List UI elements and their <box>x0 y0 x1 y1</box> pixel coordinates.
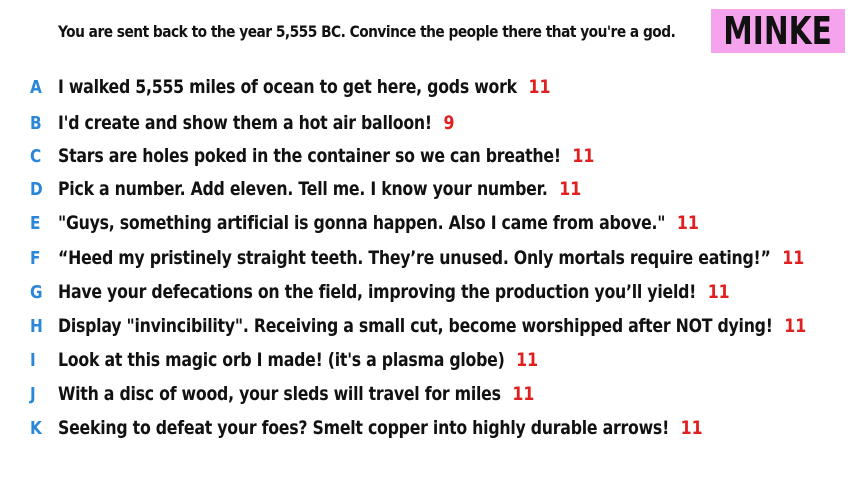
answer-score: 11 <box>572 145 595 167</box>
answer-letter: A <box>30 76 42 98</box>
answer-letter: G <box>30 281 43 303</box>
answer-text: Have your defecations on the field, improving the production you’ll yield! <box>58 281 697 303</box>
answer-text: Seeking to defeat your foes? Smelt copper into highly durable arrows! <box>58 417 670 439</box>
answer-score: 11 <box>784 315 807 337</box>
player-name: MINKE <box>723 9 833 53</box>
answer-letter: F <box>30 247 41 269</box>
prompt-text: You are sent back to the year 5,555 BC. Convince the people there that you're a god. <box>58 22 676 41</box>
answer-score: 11 <box>528 76 551 98</box>
answer-score: 11 <box>680 417 703 439</box>
answer-text: "Guys, something artificial is gonna happen. Also I came from above." <box>58 212 666 234</box>
answer-score: 11 <box>782 247 805 269</box>
answer-letter: D <box>30 178 43 200</box>
answer-letter: B <box>30 112 42 134</box>
answer-letter: C <box>30 145 42 167</box>
answer-letter: H <box>30 315 43 337</box>
answer-text: Display "invincibility". Receiving a small cut, become worshipped after NOT dying! <box>58 315 773 337</box>
answer-score: 11 <box>559 178 582 200</box>
answer-score: 11 <box>707 281 730 303</box>
answer-text: Look at this magic orb I made! (it's a plasma globe) <box>58 349 505 371</box>
answer-text: Stars are holes poked in the container so we can breathe! <box>58 145 561 167</box>
answer-text: I'd create and show them a hot air balloon! <box>58 112 432 134</box>
answer-score: 11 <box>676 212 699 234</box>
answer-text: “Heed my pristinely straight teeth. They’re unused. Only mortals require eating!” <box>58 247 771 269</box>
answer-text: With a disc of wood, your sleds will travel for miles <box>58 383 501 405</box>
answer-score: 11 <box>516 349 539 371</box>
answer-text: Pick a number. Add eleven. Tell me. I know your number. <box>58 178 548 200</box>
answer-letter: E <box>30 212 41 234</box>
answer-letter: J <box>30 383 36 405</box>
answer-score: 11 <box>512 383 535 405</box>
answer-letter: K <box>30 417 42 439</box>
answer-letter: I <box>30 349 36 371</box>
answer-score: 9 <box>443 112 455 134</box>
answer-text: I walked 5,555 miles of ocean to get here, gods work <box>58 76 517 98</box>
